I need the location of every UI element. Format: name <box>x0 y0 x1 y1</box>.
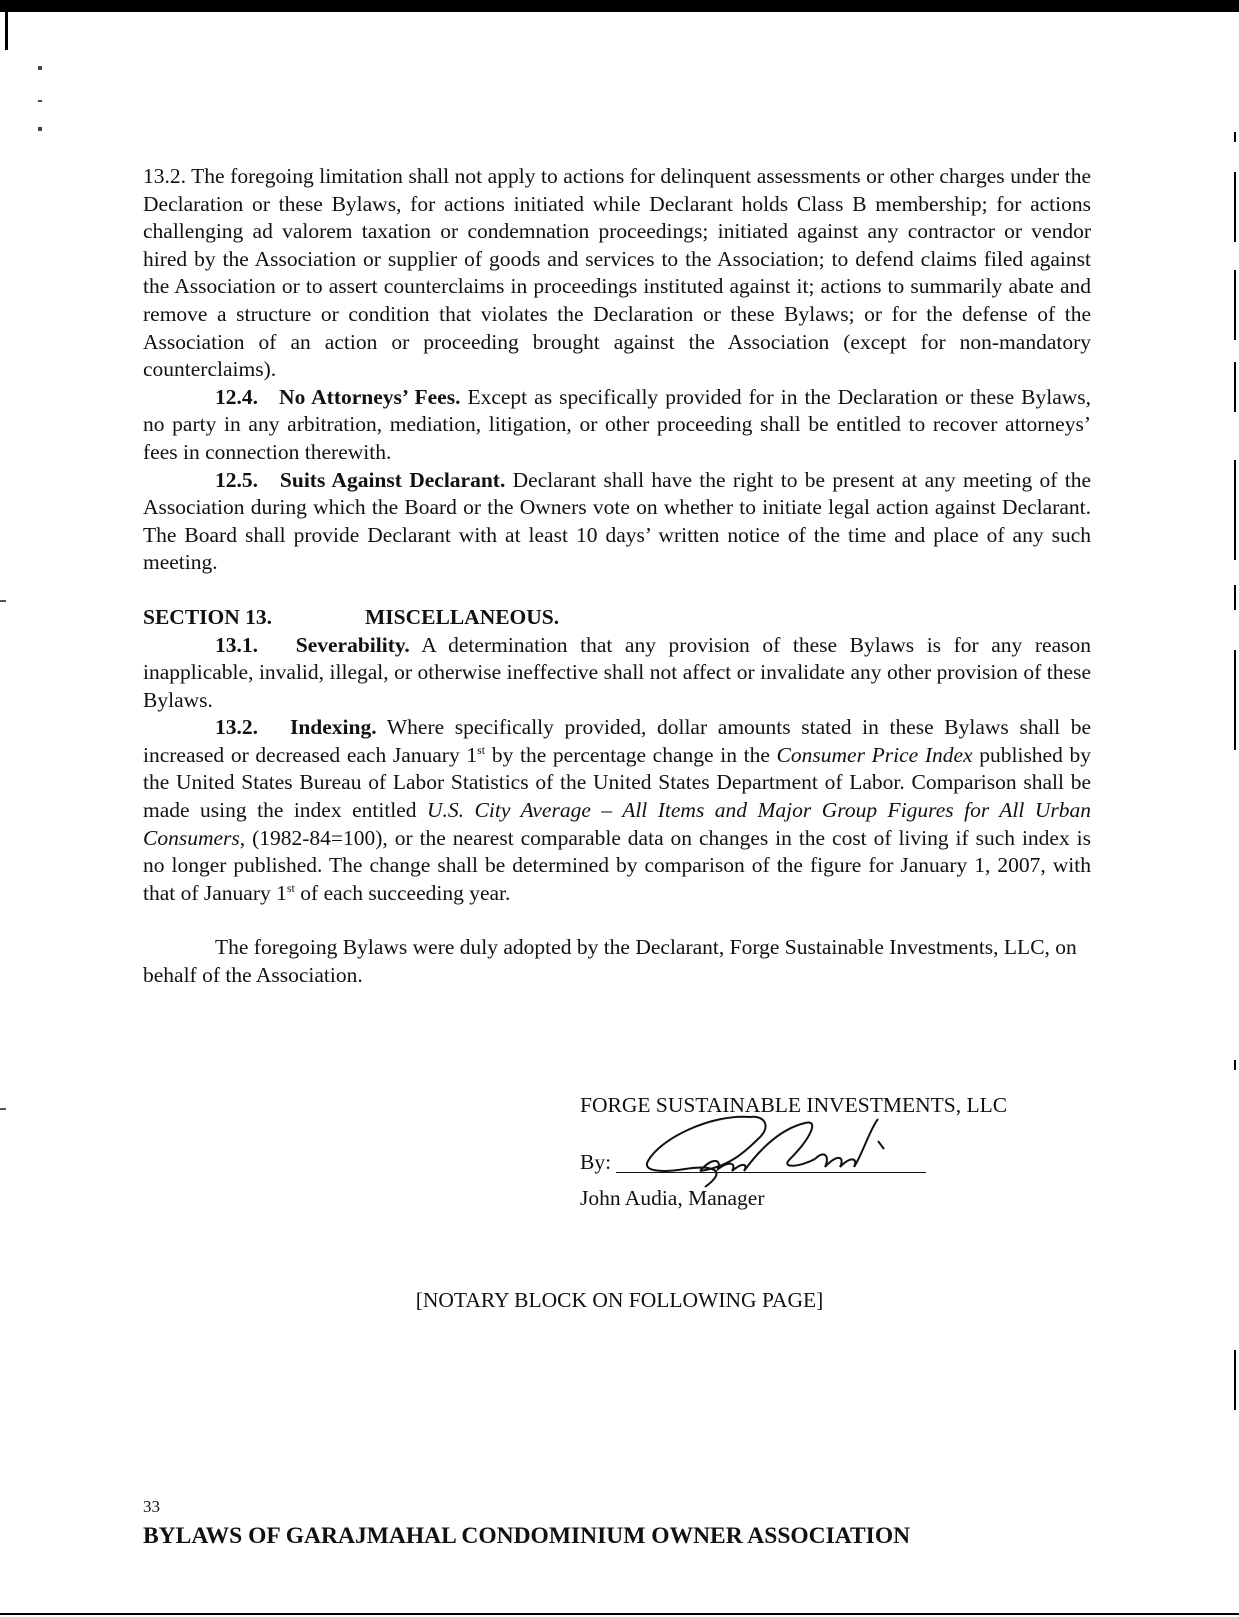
scan-left-edge <box>5 12 8 50</box>
adoption-statement: The foregoing Bylaws were duly adopted by the Declarant, Forge Sustainable Investments, LLC, on behalf of the Association. <box>143 935 1077 988</box>
footer-title: BYLAWS OF GARAJMAHAL CONDOMINIUM OWNER ASSOCIATION <box>143 1523 911 1549</box>
section-text: of each succeeding year. <box>294 880 511 905</box>
scan-right-mark <box>1234 650 1236 750</box>
scan-right-mark <box>1234 460 1236 560</box>
scan-right-mark <box>1234 270 1236 340</box>
section-number: 12.5. <box>215 467 258 492</box>
section-heading: Indexing. <box>289 715 377 740</box>
scan-bottom-border <box>0 1613 1239 1615</box>
section-number: 13.2. <box>215 715 258 740</box>
section-label: SECTION 13. <box>143 604 273 629</box>
section-title: MISCELLANEOUS. <box>365 604 560 629</box>
section-heading: Severability. <box>295 632 410 657</box>
superscript-st: st <box>477 742 486 757</box>
page-number: 33 <box>143 1497 160 1516</box>
scan-right-mark <box>1234 1350 1236 1410</box>
section-text: Where specifically provided, dollar amounts stated in these Bylaws shall be increased or decreased each January 1 <box>143 715 1091 767</box>
section-heading: Suits Against Declarant. <box>279 467 506 492</box>
section-text: by the percentage change in the <box>485 742 777 767</box>
by-label: By: <box>580 1150 612 1174</box>
section-13-2 <box>143 714 1091 907</box>
notary-notice: [NOTARY BLOCK ON FOLLOWING PAGE] <box>415 1288 824 1312</box>
superscript-st: st <box>286 880 295 895</box>
signature-line-row <box>580 1119 1007 1179</box>
scan-left-mark <box>0 600 6 602</box>
document-body <box>143 163 1091 990</box>
cpi-title: Consumer Price Index <box>776 742 973 767</box>
section-number: 13.1. <box>215 632 258 657</box>
section-text: Except as specifically provided for in the Declaration or these Bylaws, no party in any arbitration, mediation, litigation, or other proceeding shall be entitled to recover attorneys’ fees in connection therewith. <box>143 384 1092 464</box>
signer-name: John Audia, Manager <box>580 1186 765 1210</box>
scan-speck <box>38 100 42 102</box>
section-12-5 <box>143 467 1091 577</box>
section-13-heading <box>143 604 1091 632</box>
paragraph-13-2-limitation: 13.2. The foregoing limitation shall not apply to actions for delinquent assessments or other charges under the Declaration or these Bylaws, for actions initiated while Declarant holds Class B membership; for actions challenging ad valorem taxation or condemnation proceedings; initiated against any contractor or vendor hired by the Association or supplier of goods and services to the Association; to defend claims filed against the Association or to assert counterclaims in proceedings instituted against it; actions to summarily abate and remove a structure or condition that violates the Declaration or these Bylaws; or for the defense of the Association of an action or proceeding brought against the Association (except for non-mandatory counterclaims). <box>143 164 1091 382</box>
company-name: FORGE SUSTAINABLE INVESTMENTS, LLC <box>580 1093 1008 1117</box>
scan-speck <box>38 66 42 70</box>
section-13-1 <box>143 632 1091 715</box>
scan-left-mark <box>0 1108 6 1110</box>
scan-top-border <box>0 0 1239 12</box>
handwritten-signature <box>640 1109 890 1189</box>
section-number: 12.4. <box>215 384 258 409</box>
signature-block <box>580 1092 1008 1210</box>
section-12-4 <box>143 384 1091 467</box>
scan-right-mark <box>1234 132 1236 142</box>
scan-right-mark <box>1234 362 1236 412</box>
section-heading: No Attorneys’ Fees. <box>279 384 461 409</box>
index-title: U.S. City Average – All Items and Major Group Figures for All Urban Consumers <box>143 798 1091 850</box>
section-text: A determination that any provision of these Bylaws is for any reason inapplicable, invalid, illegal, or otherwise ineffective shall not affect or invalidate any other provision of these Bylaws. <box>143 632 1092 712</box>
section-text: , (1982-84=100), or the nearest comparable data on changes in the cost of living if such index is no longer published. The change shall be determined by comparison of the figure for January 1, 2007, with that of January 1 <box>143 825 1091 905</box>
section-text: published by the United States Bureau of Labor Statistics of the United States Department of Labor. Comparison shall be made using the index entitled <box>143 742 1092 823</box>
scan-right-mark <box>1234 585 1236 610</box>
scan-right-mark <box>1234 1060 1236 1070</box>
scan-speck <box>38 127 42 131</box>
scan-right-mark <box>1234 172 1236 242</box>
section-text: Declarant shall have the right to be present at any meeting of the Association during which the Board or the Owners vote on whether to initiate legal action against Declarant. The Board shall provide Declarant with at least 10 days’ written notice of the time and place of any such meeting. <box>143 467 1091 575</box>
